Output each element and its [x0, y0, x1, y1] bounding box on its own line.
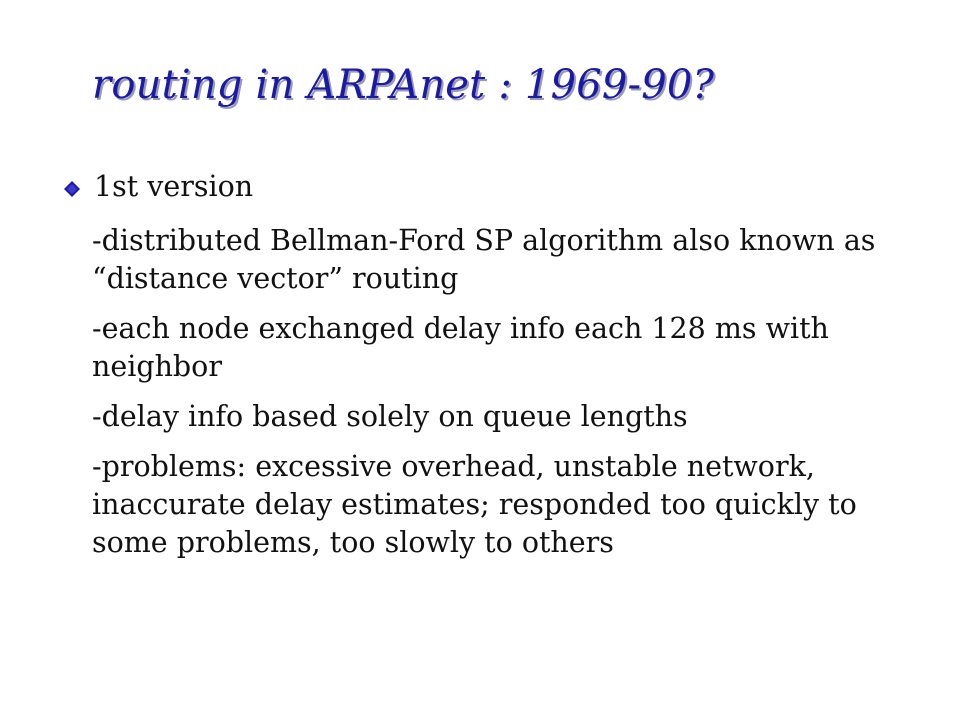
bullet-text: 1st version [94, 170, 254, 203]
sub-item-bellman-ford: -distributed Bellman-Ford SP algorithm also known as “distance vector” routing [92, 224, 876, 295]
diamond-bullet-icon [64, 181, 80, 197]
sub-item-problems: -problems: excessive overhead, unstable network, inaccurate delay estimates; responded too quickly to some problems, too slowly to others [92, 450, 857, 559]
bullet-item [64, 168, 924, 206]
slide-title: routing in ARPAnet : 1969-90? [92, 62, 715, 108]
sub-item-queue-lengths: -delay info based solely on queue lengths [92, 400, 688, 433]
sub-item-delay-exchange: -each node exchanged delay info each 128 ms with neighbor [92, 312, 829, 383]
slide-content [64, 168, 924, 562]
